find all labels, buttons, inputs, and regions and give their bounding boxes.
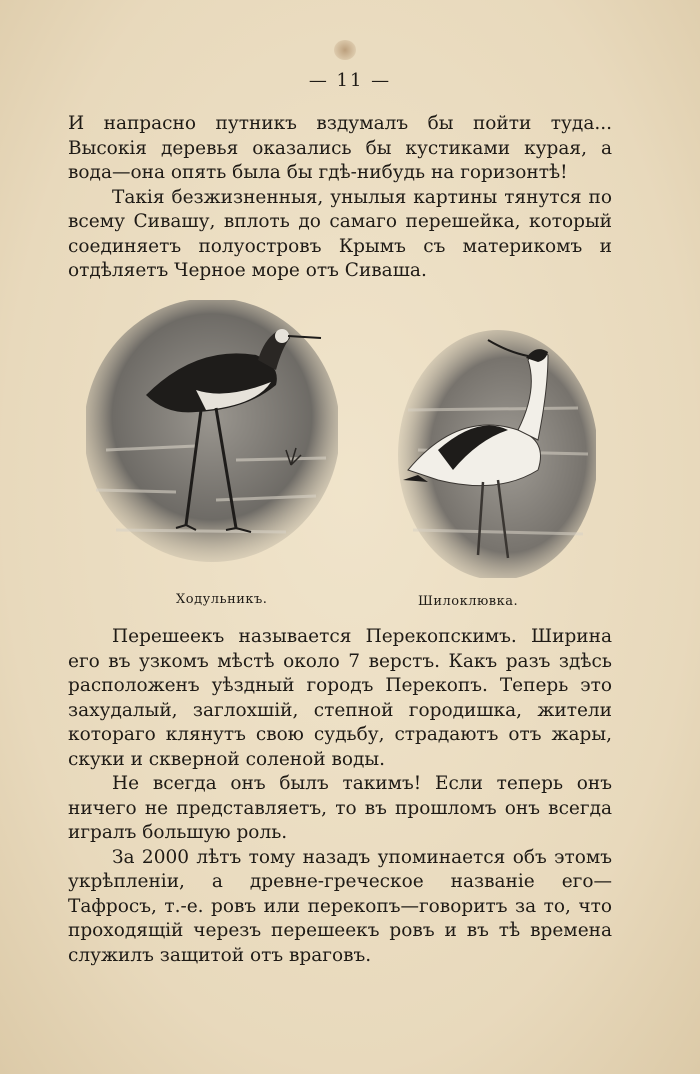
text-block-bottom	[68, 625, 612, 968]
figure-caption-stilt: Ходульникъ.	[176, 592, 268, 607]
avocet-illustration	[398, 330, 596, 578]
page-number-header: — 11 —	[308, 70, 392, 91]
figure-caption-avocet: Шилоклювка.	[418, 594, 519, 609]
paragraph: За 2000 лѣтъ тому назадъ упоминается объ этомъ укрѣпленіи, а древне-греческое названіе его—Тафросъ, т.-е. ровъ или перекопъ—говоритъ за то, что проходящій черезъ перешеекъ ровъ и въ тѣ времена служилъ защитой отъ враговъ.	[68, 846, 612, 966]
stilt-illustration	[86, 300, 338, 562]
page-stain	[334, 40, 356, 60]
paragraph: И напрасно путникъ вздумалъ бы пойти туда... Высокія деревья оказались бы кустиками курая, а вода—она опять была бы гдѣ-нибудь на горизонтѣ!	[68, 113, 612, 183]
paragraph: Такія безжизненныя, унылыя картины тянутся по всему Сивашу, вплоть до самаго перешейка, который соединяетъ полуостровъ Крымъ съ материкомъ и отдѣляетъ Черное море отъ Сиваша.	[68, 186, 612, 281]
text-block-top	[68, 112, 612, 284]
paragraph: Перешеекъ называется Перекопскимъ. Ширина его въ узкомъ мѣстѣ около 7 верстъ. Какъ разъ здѣсь расположенъ уѣздный городъ Перекопъ. Теперь это захудалый, заглохшій, степной городишка, жители котораго клянутъ свою судьбу, страдаютъ отъ жары, скуки и скверной соленой воды.	[68, 626, 612, 770]
paragraph: Не всегда онъ былъ такимъ! Если теперь онъ ничего не представляетъ, то въ прошломъ онъ всегда игралъ большую роль.	[68, 773, 612, 843]
